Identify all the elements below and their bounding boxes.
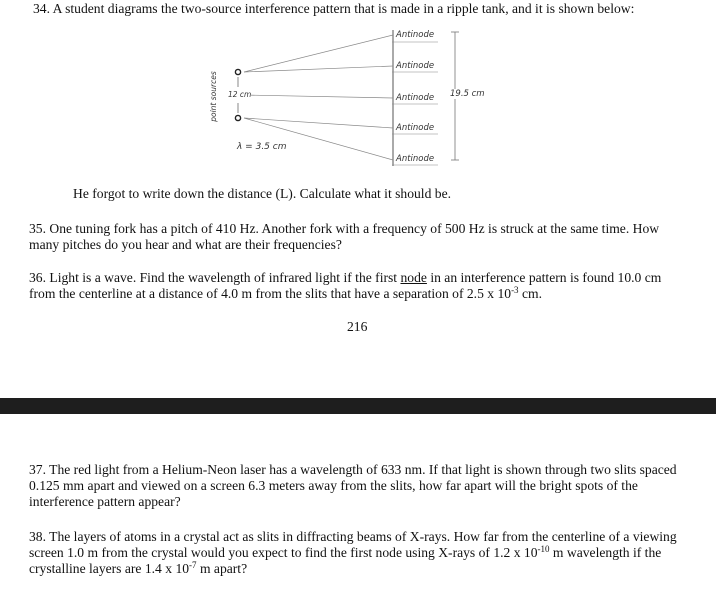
height-label: 19.5 cm bbox=[450, 89, 485, 99]
page-number: 216 bbox=[347, 319, 368, 334]
separation-label: 12 cm bbox=[228, 90, 252, 99]
question-36: 36. Light is a wave. Find the wavelength of infrared light if the first node in an interference pattern is found 10.0 cm from the centerline at a distance of 4.0 m from the slits that have a separation of 2.5 x $10^{-3}$ cm. bbox=[29, 270, 662, 301]
antinode-label-4: Antinode bbox=[396, 123, 435, 133]
question-38: 38. The layers of atoms in a crystal act as slits in diffracting beams of X-rays. How far from the centerline of a viewing screen 1.0 m from the crystal would you expect to find the first node using X-rays of 1.2 x $10^{-10}$ m wavelength if the crystalline layers are 1.4 x $10^{-7}$ m apart? bbox=[29, 529, 677, 576]
question-34-followup: He forgot to write down the distance (L). Calculate what it should be. bbox=[73, 186, 452, 201]
page-break-band bbox=[0, 398, 716, 414]
antinode-label-1: Antinode bbox=[396, 30, 435, 40]
source-top bbox=[235, 69, 240, 74]
antinode-label-3: Antinode bbox=[396, 93, 435, 103]
wavelength-label: λ = 3.5 cm bbox=[237, 142, 287, 152]
question-37: 37. The red light from a Helium-Neon laser has a wavelength of 633 nm. If that light is shown through two slits spaced 0.125 mm apart and viewed on a screen 6.3 meters away from the slits, how far apart will the bright spots of the interference pattern appear? bbox=[29, 462, 677, 509]
node-word: node bbox=[400, 270, 427, 285]
interference-diagram bbox=[0, 0, 716, 180]
question-34: 34. A student diagrams the two-source interference pattern that is made in a ripple tank, and it is shown below: bbox=[33, 1, 635, 16]
source-bottom bbox=[235, 115, 240, 120]
antinode-label-5: Antinode bbox=[396, 154, 435, 164]
question-35: 35. One tuning fork has a pitch of 410 Hz. Another fork with a frequency of 500 Hz is struck at the same time. How many pitches do you hear and what are their frequencies? bbox=[29, 221, 660, 252]
point-sources-label: point sources bbox=[208, 71, 218, 122]
antinode-label-2: Antinode bbox=[396, 61, 435, 71]
